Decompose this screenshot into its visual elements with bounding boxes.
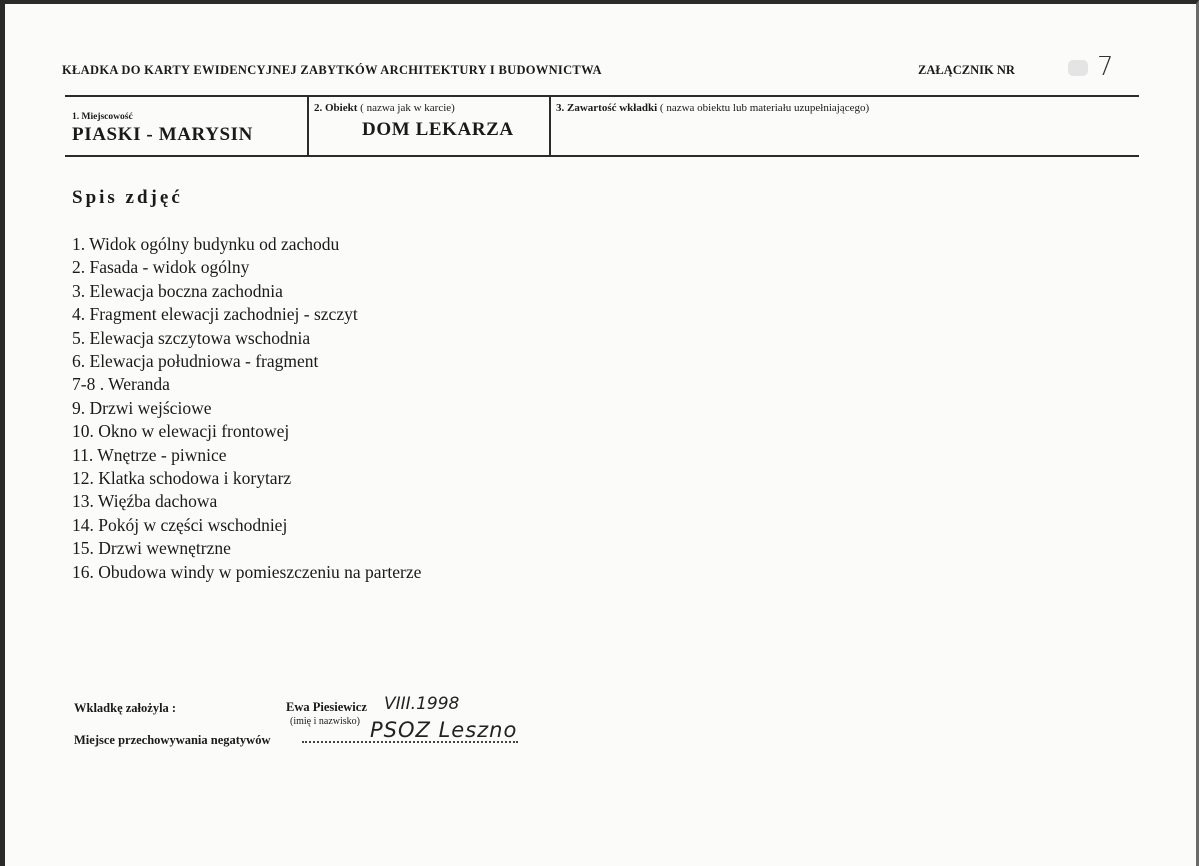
section-title: Spis zdjęć (72, 187, 183, 208)
locality-value: PIASKI - MARYSIN (72, 124, 253, 145)
author-name: Ewa Piesiewicz (286, 700, 367, 714)
list-item: 6. Elewacja południowa - fragment (72, 351, 319, 372)
list-item: 3. Elewacja boczna zachodnia (72, 280, 283, 301)
list-item: 12. Klatka schodowa i korytarz (72, 468, 292, 489)
list-item: 13. Więźba dachowa (72, 491, 218, 512)
list-item: 16. Obudowa windy w pomieszczeniu na parterze (72, 561, 422, 582)
contents-label-note: ( nazwa obiektu lub materiału uzupełniającego) (659, 102, 870, 114)
locality-label: 1. Miejscowość (72, 112, 133, 122)
object-value: DOM LEKARZA (362, 119, 514, 140)
attachment-label: ZAŁĄCZNIK NR (918, 63, 1015, 77)
object-label (314, 102, 455, 114)
list-item: 5. Elewacja szczytowa wschodnia (72, 327, 311, 348)
list-item: 7-8 . Weranda (72, 374, 170, 395)
dotted-fill-line (302, 741, 518, 743)
document-title: KŁADKA DO KARTY EWIDENCYJNEJ ZABYTKÓW ARCHITEKTURY I BUDOWNICTWA (62, 63, 602, 77)
list-item: 11. Wnętrze - piwnice (72, 444, 227, 465)
ink-blot (1068, 60, 1088, 76)
column-divider (307, 97, 309, 155)
list-item: 4. Fragment elewacji zachodniej - szczyt (72, 304, 358, 325)
list-item: 2. Fasada - widok ogólny (72, 257, 250, 278)
table-top-rule (65, 95, 1139, 97)
negatives-location: PSOZ Leszno (370, 718, 518, 742)
list-item: 1. Widok ogólny budynku od zachodu (72, 234, 340, 254)
list-item: 10. Okno w elewacji frontowej (72, 421, 290, 442)
contents-label (556, 102, 869, 114)
photo-list (72, 233, 421, 584)
contents-label-main: 3. Zawartość wkładki (556, 102, 658, 114)
object-label-main: 2. Obiekt (314, 102, 358, 114)
author-date: VIII.1998 (384, 694, 460, 714)
list-item: 9. Drzwi wejściowe (72, 397, 212, 418)
author-label: Wkladkę założyla : (74, 701, 177, 715)
attachment-number: 7 (1097, 52, 1114, 82)
list-item: 15. Drzwi wewnętrzne (72, 538, 231, 559)
list-item: 14. Pokój w części wschodniej (72, 514, 288, 535)
object-label-note: ( nazwa jak w karcie) (360, 102, 455, 114)
column-divider (549, 97, 551, 155)
negatives-label: Miejsce przechowywania negatywów (74, 733, 271, 747)
name-hint: (imię i nazwisko) (290, 716, 360, 727)
table-bottom-rule (65, 155, 1139, 157)
